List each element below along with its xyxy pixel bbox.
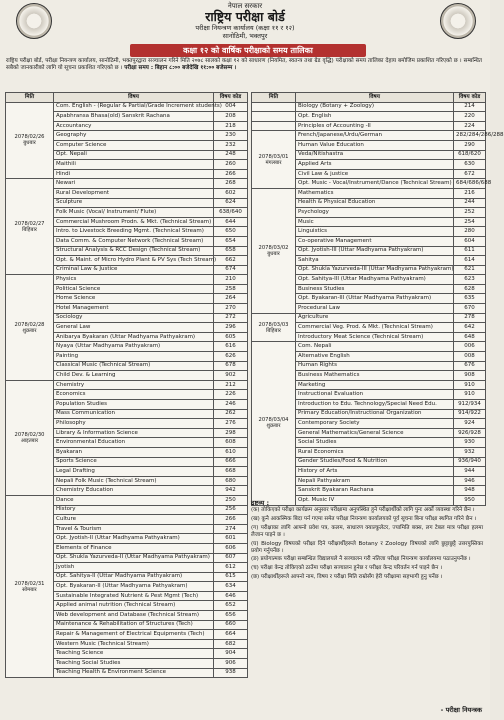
- subject-name: Opt. Jyotish-III (Uttar Madhyama Pathyakram): [296, 246, 454, 256]
- subject-code: 624: [214, 198, 248, 208]
- subject-code: 652: [214, 601, 248, 611]
- subject-code: 607: [214, 553, 248, 563]
- exam-board-logo: [440, 3, 476, 39]
- subject-code: 270: [214, 304, 248, 314]
- subject-code: 266: [214, 169, 248, 179]
- subject-code: 650: [214, 227, 248, 237]
- subject-name: Data Comm. & Computer Network (Technical Stream): [54, 236, 214, 246]
- subject-name: Chemistry: [54, 380, 214, 390]
- subject-code: 606: [214, 543, 248, 553]
- subject-code: 296: [214, 323, 248, 333]
- subject-name: Child Dev. & Learning: [54, 371, 214, 381]
- note-item: (घ) Biology विषयको परीक्षा दिने परीक्षार्थीहरूले Botany र Zoology विषयको लागि छुट्टाछुट्टै उत्तरपुस्तिका प्रयोग गर्नुपर्नेछ ।: [251, 540, 483, 554]
- government-label: नेपाल सरकार: [227, 2, 263, 10]
- subject-name: Dance: [54, 495, 214, 505]
- subject-name: Web development and Database (Technical Stream): [54, 611, 214, 621]
- subject-name: Maithili: [54, 160, 214, 170]
- subject-code: 676: [454, 361, 486, 371]
- notes-title: द्रष्टव्य :: [251, 499, 270, 507]
- subject-name: Sports Science: [54, 457, 214, 467]
- subject-name: Mathematics: [296, 188, 454, 198]
- subject-name: Travel & Tourism: [54, 524, 214, 534]
- subject-name: Opt. Jyotish-II (Uttar Madhyama Pathyakram): [54, 534, 214, 544]
- subject-name: General Mathematics/General Science: [296, 428, 454, 438]
- subject-name: Repair & Management of Electrical Equipments (Tech): [54, 630, 214, 640]
- subject-code: 656: [214, 611, 248, 621]
- table-row: [6, 495, 248, 505]
- subject-name: Sanskrit Byakaran Rachana: [296, 486, 454, 496]
- subject-name: Commercial Mushroom Prodn. & Mkt. (Technical Stream): [54, 217, 214, 227]
- table-row: [6, 179, 248, 189]
- subject-name: Psychology: [296, 208, 454, 218]
- subject-name: Com. English - (Regular & Partial/Grade Increment students): [54, 102, 214, 112]
- subject-name: Anibarya Byakaran (Uttar Madhyama Pathyakram): [54, 332, 214, 342]
- subject-code: 604: [454, 236, 486, 246]
- subject-code: 644: [214, 217, 248, 227]
- subject-name: Painting: [54, 352, 214, 362]
- subject-code: 210: [214, 275, 248, 285]
- subject-name: Opt. Byakaran-II (Uttar Madhyama Pathyakram): [54, 582, 214, 592]
- schedule-table-right: [251, 92, 504, 506]
- subject-name: Linguistics: [296, 227, 454, 237]
- subject-code: 220: [454, 112, 486, 122]
- subject-name: Folk Music (Vocal/ Instrument/ Flute): [54, 208, 214, 218]
- exam-date: [252, 102, 296, 112]
- subject-code: 628: [454, 284, 486, 294]
- subject-code: 224: [454, 121, 486, 131]
- subject-code: 642: [454, 323, 486, 333]
- exam-date: 2078/02/28 शुक्रबार: [6, 275, 54, 381]
- notice-header: [0, 0, 490, 44]
- subject-name: Maintenance & Rehabilitation of Structures (Tech): [54, 620, 214, 630]
- subject-name: Structural Analysis & RCC Design (Technical Stream): [54, 246, 214, 256]
- subject-name: Teaching Science: [54, 649, 214, 659]
- table-row: [6, 275, 248, 285]
- subject-name: Social Studies: [296, 438, 454, 448]
- subject-name: Nyaya (Uttar Madhyama Pathyakram): [54, 342, 214, 352]
- subject-name: Contemporary Society: [296, 419, 454, 429]
- exam-date: 2078/02/31 सोमबार: [6, 495, 54, 677]
- subject-name: Nepali Pathyakram: [296, 476, 454, 486]
- subject-name: Opt. Music - Vocal/Instrument/Dance (Technical Stream): [296, 179, 454, 189]
- subject-name: General Law: [54, 323, 214, 333]
- subject-name: Chemistry Education: [54, 486, 214, 496]
- exam-time: परीक्षा समय : बिहान ८:०० बजेदेखि ११:०० बजेसम्म ।: [124, 65, 237, 72]
- subject-code: 635: [454, 294, 486, 304]
- subject-code: 602: [214, 188, 248, 198]
- subject-name: Com. Nepali: [296, 342, 454, 352]
- subject-name: Geography: [54, 131, 214, 141]
- subject-name: Civil Law & justice: [296, 169, 454, 179]
- subject-code: 908: [454, 371, 486, 381]
- subject-code: 266: [214, 515, 248, 525]
- col-date: मिति: [252, 93, 296, 103]
- subject-name: Sociology: [54, 313, 214, 323]
- subject-name: Sustainable Integrated Nutrient & Pest Mgmt (Tech): [54, 591, 214, 601]
- subject-code: 944: [454, 467, 486, 477]
- subject-code: 605: [214, 332, 248, 342]
- subject-name: Environmental Education: [54, 438, 214, 448]
- subject-code: 246: [214, 400, 248, 410]
- subject-name: Opt. Shukla Yazurveda-II (Uttar Madhyama Pathyakram): [54, 553, 214, 563]
- subject-code: 254: [454, 217, 486, 227]
- subject-code: 914/922: [454, 409, 486, 419]
- subject-name: Principles of Accounting -II: [296, 121, 454, 131]
- exam-date: 2078/03/01 मंगलबार: [252, 131, 296, 189]
- note-item: (क) तोकिएको परीक्षा कार्यक्रम अनुसार परीक्षामा अनुपस्थित हुने परीक्षार्थीको लागि पुनः अर्को व्यवस्था गरिने छैन ।: [251, 507, 475, 514]
- subject-name: Apabhransa Bhasa(old) Sanskrit Rachana: [54, 112, 214, 122]
- subject-name: Instructional Evaluation: [296, 390, 454, 400]
- subject-code: 626: [214, 352, 248, 362]
- subject-code: 278: [454, 313, 486, 323]
- subject-code: 264: [214, 294, 248, 304]
- subject-code: 930: [454, 438, 486, 448]
- subject-code: 250: [214, 495, 248, 505]
- subject-name: Western Music (Technical Stream): [54, 639, 214, 649]
- subject-code: 256: [214, 505, 248, 515]
- subject-code: 272: [214, 313, 248, 323]
- subject-name: Jyotish: [54, 563, 214, 573]
- subject-code: 216: [454, 188, 486, 198]
- subject-name: Legal Drafting: [54, 467, 214, 477]
- subject-code: 008: [454, 352, 486, 362]
- note-item: (ख) कुनै आकस्मिक बिदा पर्न गएमा समेत परीक्षा नियन्त्रण कार्यालयको पूर्व सूचना बिना परीक्षा स्थगित गरिने छैन ।: [251, 515, 477, 522]
- subject-code: 936/940: [454, 457, 486, 467]
- exam-date: [252, 112, 296, 122]
- subject-name: Introductory Meat Science (Technical Stream): [296, 332, 454, 342]
- subject-name: Physics: [54, 275, 214, 285]
- col-code: विषय कोड: [454, 93, 486, 103]
- subject-name: Procedural Law: [296, 304, 454, 314]
- subject-name: Applied animal nutrition (Technical Stream): [54, 601, 214, 611]
- subject-code: 630: [454, 160, 486, 170]
- subject-name: Business Studies: [296, 284, 454, 294]
- subject-name: Byakaran: [54, 447, 214, 457]
- subject-name: Rural Economics: [296, 447, 454, 457]
- subject-name: Hindi: [54, 169, 214, 179]
- exam-date: 2078/02/30 आइतबार: [6, 380, 54, 495]
- table-row: [252, 342, 486, 352]
- subject-code: 618/620: [454, 150, 486, 160]
- subject-code: 615: [214, 572, 248, 582]
- exam-date: [252, 121, 296, 131]
- nepal-emblem-logo: [16, 3, 52, 39]
- subject-code: 638/640: [214, 208, 248, 218]
- table-row: [252, 112, 486, 122]
- subject-code: 258: [214, 284, 248, 294]
- subject-code: 906: [214, 659, 248, 669]
- subject-code: 910: [454, 390, 486, 400]
- subject-name: Mass Communication: [54, 409, 214, 419]
- subject-name: Sculpture: [54, 198, 214, 208]
- schedule-banner: कक्षा १२ को वार्षिक परीक्षाको समय तालिका: [130, 44, 366, 57]
- subject-name: Sahitya: [296, 256, 454, 266]
- subject-name: Health & Physical Education: [296, 198, 454, 208]
- subject-code: 214: [454, 102, 486, 112]
- subject-code: 660: [214, 620, 248, 630]
- subject-code: 670: [454, 304, 486, 314]
- subject-code: 678: [214, 361, 248, 371]
- subject-name: Alternative English: [296, 352, 454, 362]
- subject-name: Computer Science: [54, 140, 214, 150]
- subject-code: 658: [214, 246, 248, 256]
- subject-code: 252: [454, 208, 486, 218]
- subject-name: Culture: [54, 515, 214, 525]
- subject-name: Biology (Botany + Zoology): [296, 102, 454, 112]
- subject-name: Criminal Law & Justice: [54, 265, 214, 275]
- subject-name: Opt. Sahitya-II (Uttar Madhyama Pathyakram): [54, 572, 214, 582]
- subject-name: Primary Education/Instructional Organization: [296, 409, 454, 419]
- subject-code: 212: [214, 380, 248, 390]
- subject-code: 218: [214, 121, 248, 131]
- subject-name: History: [54, 505, 214, 515]
- subject-code: 232: [214, 140, 248, 150]
- subject-name: Agriculture: [296, 313, 454, 323]
- notes-section: [251, 500, 483, 583]
- board-title: राष्ट्रिय परीक्षा बोर्ड: [205, 9, 285, 24]
- office-label: परीक्षा नियन्त्रण कार्यालय (कक्षा ११ र १२): [195, 24, 295, 32]
- subject-name: Commercial Veg. Prod. & Mkt. (Technical Stream): [296, 323, 454, 333]
- subject-name: Accountancy: [54, 121, 214, 131]
- exam-date: 2078/02/26 बुधबार: [6, 102, 54, 179]
- subject-code: 612: [214, 563, 248, 573]
- subject-code: 910: [454, 380, 486, 390]
- subject-code: 262: [214, 409, 248, 419]
- subject-name: Nepali Folk Music (Technical Stream): [54, 476, 214, 486]
- subject-code: 634: [214, 582, 248, 592]
- exam-date: 2078/03/03 बिहिबार: [252, 313, 296, 342]
- col-subject: विषय: [296, 93, 454, 103]
- subject-name: Economics: [54, 390, 214, 400]
- subject-name: Music: [296, 217, 454, 227]
- subject-code: 666: [214, 457, 248, 467]
- subject-code: 623: [454, 275, 486, 285]
- subject-code: 942: [214, 486, 248, 496]
- subject-name: Classical Music (Technical Stream): [54, 361, 214, 371]
- subject-code: 932: [454, 447, 486, 457]
- subject-name: Veda/Nitishastra: [296, 150, 454, 160]
- table-row: [252, 188, 486, 198]
- subject-name: Political Science: [54, 284, 214, 294]
- subject-name: French/Japanese/Urdu/German: [296, 131, 454, 141]
- subject-code: 226: [214, 390, 248, 400]
- subject-name: Introduction to Edu. Technology/Special Need Edu.: [296, 400, 454, 410]
- col-subject: विषय: [54, 93, 214, 103]
- col-code: विषय कोड: [214, 93, 248, 103]
- subject-name: Opt. Music IV: [296, 495, 454, 505]
- note-item: (ङ) प्रयोगात्मक परीक्षा सम्बन्धित विद्यालयले नै सञ्चालन गरी नतिजा परीक्षा नियन्त्रण कार्यालयमा पठाउनुपर्नेछ ।: [251, 556, 471, 563]
- subject-name: Opt. Byakaran-III (Uttar Madhyama Pathyakram): [296, 294, 454, 304]
- notice-text: [6, 58, 482, 73]
- subject-code: 260: [214, 160, 248, 170]
- subject-code: 616: [214, 342, 248, 352]
- subject-name: Philosophy: [54, 419, 214, 429]
- subject-name: Applied Arts: [296, 160, 454, 170]
- subject-code: 601: [214, 534, 248, 544]
- subject-name: Opt. Sahitya-III (Uttar Madhyama Pathyakram): [296, 275, 454, 285]
- subject-code: 298: [214, 428, 248, 438]
- subject-name: Library & Information Science: [54, 428, 214, 438]
- note-item: (छ) परीक्षार्थीहरूले आफ्नो नाम, विषय र परीक्षा मिति राम्रोसँग हेरी परीक्षामा सहभागी हुनु पर्नेछ ।: [251, 573, 443, 580]
- subject-code: 646: [214, 591, 248, 601]
- subject-name: Intro. to Livestock Breeding Mgmt. (Technical Stream): [54, 227, 214, 237]
- table-row: [252, 313, 486, 323]
- subject-code: 276: [214, 419, 248, 429]
- col-date: मिति: [6, 93, 54, 103]
- subject-code: 004: [214, 102, 248, 112]
- table-row: [6, 102, 248, 112]
- exam-date: 2078/03/02 बुधबार: [252, 188, 296, 313]
- table-row: [6, 380, 248, 390]
- subject-code: 268: [214, 179, 248, 189]
- note-item: (च) परीक्षा केन्द्र तोकिएको ठाउँमा परीक्षा सञ्चालन हुनेछ र परीक्षा केन्द्र परिवर्तन गर्न पाइने छैन ।: [251, 565, 443, 572]
- table-row: [252, 121, 486, 131]
- table-row: [252, 131, 486, 141]
- subject-name: Population Studies: [54, 400, 214, 410]
- subject-code: 926/928: [454, 428, 486, 438]
- exam-date: 2078/03/04 शुक्रबार: [252, 342, 296, 505]
- subject-code: 610: [214, 447, 248, 457]
- office-place: सानोठिमी, भक्तपुर: [222, 32, 268, 40]
- subject-code: 290: [454, 140, 486, 150]
- subject-code: 648: [454, 332, 486, 342]
- subject-code: 664: [214, 630, 248, 640]
- table-row: [252, 102, 486, 112]
- subject-name: Opt. Shukla Yazurveda-III (Uttar Madhyama Pathyakram): [296, 265, 454, 275]
- subject-code: 662: [214, 256, 248, 266]
- subject-code: 946: [454, 476, 486, 486]
- subject-name: Human Rights: [296, 361, 454, 371]
- schedule-table-left: [5, 92, 248, 678]
- subject-code: 668: [214, 467, 248, 477]
- subject-name: Hotel Management: [54, 304, 214, 314]
- note-item: (ग) परीक्षाका लागि आफ्नो प्रवेश पत्र, कलम, साधारण क्याल्कुलेटर, ज्यामिति बक्स, लग टेबल मात्र परीक्षा हलमा लैजान पाइने छ ।: [251, 524, 483, 538]
- subject-code: 208: [214, 112, 248, 122]
- subject-code: 672: [454, 169, 486, 179]
- subject-code: 274: [214, 524, 248, 534]
- signature-line: - परीक्षा नियन्त्रक: [440, 706, 482, 714]
- subject-name: Opt. Nepali: [54, 150, 214, 160]
- subject-code: 682: [214, 639, 248, 649]
- subject-name: Home Science: [54, 294, 214, 304]
- subject-code: 608: [214, 438, 248, 448]
- subject-code: 938: [214, 668, 248, 678]
- subject-code: 654: [214, 236, 248, 246]
- subject-name: Business Mathematics: [296, 371, 454, 381]
- subject-code: 282/284/286/288: [454, 131, 486, 141]
- subject-code: 924: [454, 419, 486, 429]
- subject-name: Rural Development: [54, 188, 214, 198]
- subject-name: Gender Studies/Food & Nutrition: [296, 457, 454, 467]
- subject-code: 280: [454, 227, 486, 237]
- subject-name: Human Value Education: [296, 140, 454, 150]
- subject-code: 950: [454, 495, 486, 505]
- subject-code: 674: [214, 265, 248, 275]
- subject-name: Co-operative Management: [296, 236, 454, 246]
- subject-name: Newari: [54, 179, 214, 189]
- subject-code: 614: [454, 256, 486, 266]
- subject-code: 912/934: [454, 400, 486, 410]
- subject-name: Teaching Health & Environment Science: [54, 668, 214, 678]
- subject-name: Teaching Social Studies: [54, 659, 214, 669]
- subject-code: 244: [454, 198, 486, 208]
- subject-code: 621: [454, 265, 486, 275]
- subject-code: 902: [214, 371, 248, 381]
- subject-code: 684/686/688: [454, 179, 486, 189]
- subject-code: 248: [214, 150, 248, 160]
- subject-code: 948: [454, 486, 486, 496]
- subject-code: 006: [454, 342, 486, 352]
- subject-code: 611: [454, 246, 486, 256]
- subject-name: Opt. English: [296, 112, 454, 122]
- subject-name: Elements of Finance: [54, 543, 214, 553]
- notice-body: राष्ट्रिय परीक्षा बोर्ड, परीक्षा नियन्त्रण कार्यालय, सानोठिमी, भक्तपुरद्वारा सञ्चालन गरिने मिति २०७८ सालको कक्षा १२ को साधारण (नियमित, स्वतन्त्र तथा ग्रेड वृद्धि) परीक्षाको समय तालिका देहाय बमोजिम प्रकाशित गरिएको छ । सम्बन्धित सबैको जानकारीको लागि यो सूचना प्रकाशित गरिएको छ ।: [6, 58, 482, 72]
- subject-name: History of Arts: [296, 467, 454, 477]
- exam-date: 2078/02/27 बिहिबार: [6, 179, 54, 275]
- subject-name: Opt. & Maint. of Micro Hydro Plant & PV Sys (Tech Stream): [54, 256, 214, 266]
- subject-code: 680: [214, 476, 248, 486]
- subject-name: Marketing: [296, 380, 454, 390]
- subject-code: 904: [214, 649, 248, 659]
- subject-code: 230: [214, 131, 248, 141]
